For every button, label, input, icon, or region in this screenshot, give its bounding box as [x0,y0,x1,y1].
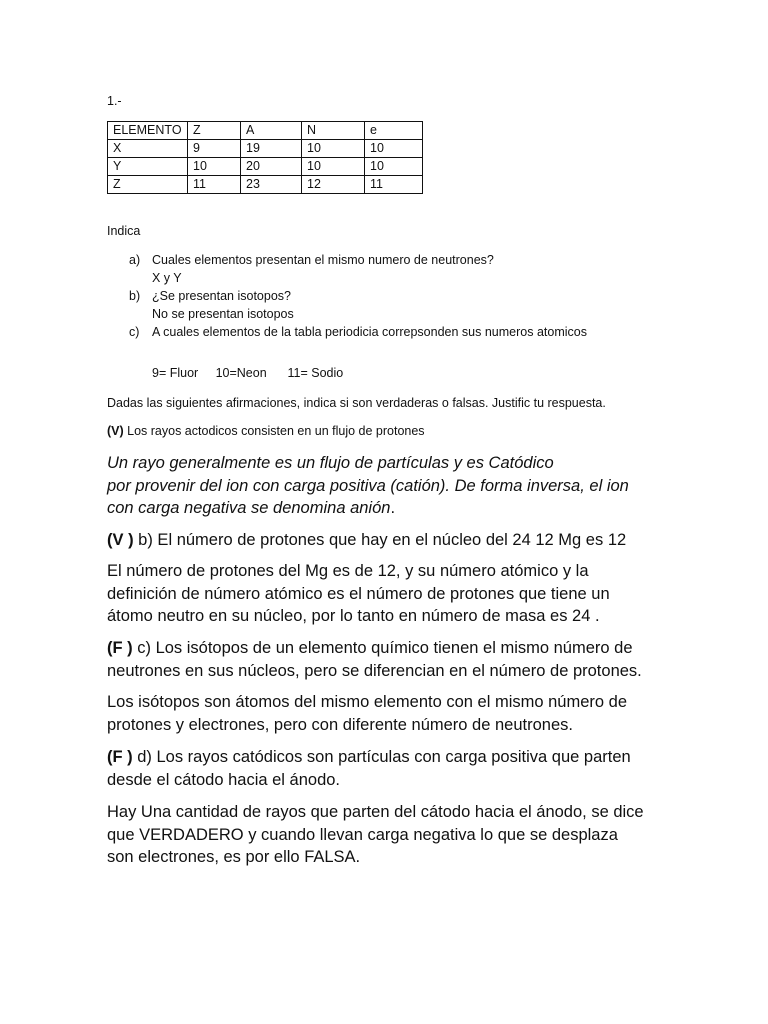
statement-text: Los rayos actodicos consisten en un flujo de protones [123,424,425,438]
table-cell: 10 [188,158,241,176]
statement-text: c) Los isótopos de un elemento químico tienen el mismo número de [132,639,633,657]
table-cell: 10 [302,158,365,176]
question-text: Cuales elementos presentan el mismo numero de neutrones? [152,253,494,267]
paragraph-line: desde el cátodo hacia el ánodo. [107,770,341,789]
elements-table [107,121,423,194]
paragraph-line: Un rayo generalmente es un flujo de partículas y es Catódico [107,454,554,472]
statement-mark: (V) [107,424,124,438]
table-row [108,176,423,194]
question-text: ¿Se presentan isotopos? [152,289,291,303]
table-header-cell: A [241,122,302,140]
indica-heading: Indica [107,224,141,238]
paragraph-period: . [390,499,396,517]
table-header-cell: e [365,122,423,140]
paragraph-line [107,497,677,520]
answer-b [107,560,677,628]
table-cell: 11 [188,176,241,194]
statement-text: b) El número de protones que hay en el núcleo del 24 12 Mg es 12 [133,531,627,549]
paragraph-line [107,637,677,660]
statement-mark: (F ) [107,748,133,766]
list-item [129,251,689,269]
table-cell: 9 [188,140,241,158]
list-item [129,287,689,305]
question-answer: No se presentan isotopos [152,307,294,321]
paragraph-line: Los isótopos son átomos del mismo elemento con el mismo número de [107,693,627,711]
table-cell: 10 [302,140,365,158]
statement-text: d) Los rayos catódicos son partículas con carga positiva que parten [132,748,631,766]
statement-d [107,746,677,791]
question-text: A cuales elementos de la tabla periodicia correpsonden sus numeros atomicos [152,325,587,339]
paragraph-line: definición de número atómico es el número de protones que tiene un [107,584,610,603]
elements-answer-line: 9= Fluor 10=Neon 11= Sodio [152,366,344,380]
paragraph-line: neutrones en sus núcleos, pero se diferencian en el número de protones. [107,661,642,680]
question-marker: b) [129,289,141,303]
statement-a [107,422,425,440]
paragraph-line: que VERDADERO y cuando llevan carga negativa lo que se desplaza [107,825,618,844]
table-header-row [108,122,423,140]
statement-mark: (F ) [107,639,133,657]
table-cell: X [108,140,188,158]
answer-d [107,801,677,869]
paragraph-line: protones y electrones, pero con diferente número de neutrones. [107,715,573,734]
table-row [108,158,423,176]
paragraph-line: El número de protones del Mg es de 12, y su número atómico y la [107,562,589,580]
table-header-cell: ELEMENTO [108,122,188,140]
question-number: 1.- [107,94,122,108]
paragraph-line [107,746,677,769]
paragraph-line: átomo neutro en su núcleo, por lo tanto en número de masa es 24 . [107,607,600,625]
table-row [108,140,423,158]
paragraph-line: Hay Una cantidad de rayos que parten del cátodo hacia el ánodo, se dice [107,803,644,821]
question-marker: c) [129,325,140,339]
table-cell: Y [108,158,188,176]
table-cell: 23 [241,176,302,194]
statement-c [107,637,677,682]
paragraph-line-text: con carga negativa se denomina anión [107,499,391,517]
table-header-cell: N [302,122,365,140]
statement-b [107,529,677,552]
table-header-cell: Z [188,122,241,140]
table-cell: 11 [365,176,423,194]
instructions-text: Dadas las siguientes afirmaciones, indica si son verdaderas o falsas. Justific tu respuesta. [107,396,606,410]
list-item [129,323,689,341]
question-answer: X y Y [152,271,182,285]
table-cell: 20 [241,158,302,176]
answer-c [107,691,677,736]
answer-a [107,452,677,520]
paragraph-line: por provenir del ion con carga positiva (catión). De forma inversa, el ion [107,476,629,495]
question-list [129,251,689,341]
table-cell: 12 [302,176,365,194]
statement-mark: (V ) [107,531,134,549]
table-cell: Z [108,176,188,194]
question-marker: a) [129,253,141,267]
table-cell: 10 [365,140,423,158]
table-cell: 10 [365,158,423,176]
table-cell: 19 [241,140,302,158]
paragraph-line: son electrones, es por ello FALSA. [107,848,361,866]
